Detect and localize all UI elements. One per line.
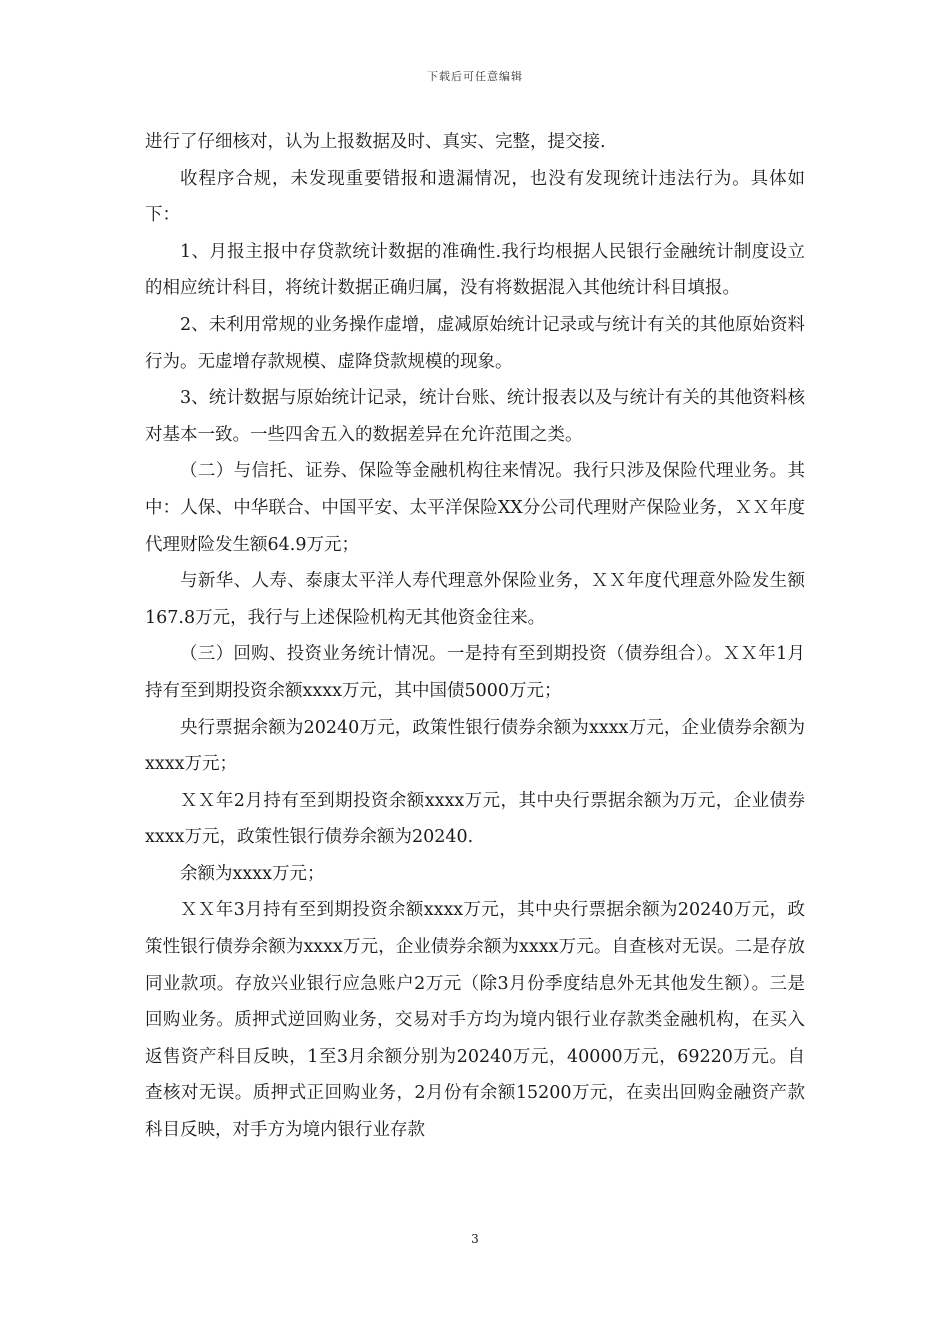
document-body	[145, 124, 805, 1149]
page-header: 下载后可任意编辑	[427, 70, 523, 83]
paragraph: ＸＸ年3月持有至到期投资余额xxxx万元，其中央行票据余额为20240万元，政策性银行债券余额为xxxx万元，企业债券余额为xxxx万元。自查核对无误。二是存放同业款项。存放兴业银行应急账户2万元（除3月份季度结息外无其他发生额）。三是回购业务。质押式逆回购业务，交易对手方均为境内银行业存款类金融机构，在买入返售资产科目反映，1至3月余额分别为20240万元，40000万元，69220万元。自查核对无误。质押式正回购业务，2月份有余额15200万元，在卖出回购金融资产款科目反映，对手方为境内银行业存款	[145, 900, 805, 1141]
page-number: 3	[471, 1232, 479, 1246]
paragraph: 1、月报主报中存贷款统计数据的准确性.我行均根据人民银行金融统计制度设立的相应统计科目，将统计数据正确归属，没有将数据混入其他统计科目填报。	[145, 241, 805, 299]
paragraph: 收程序合规，未发现重要错报和遗漏情况，也没有发现统计违法行为。具体如下：	[145, 168, 805, 226]
paragraph: 2、未利用常规的业务操作虚增，虚减原始统计记录或与统计有关的其他原始资料行为。无虚增存款规模、虚降贷款规模的现象。	[145, 314, 805, 372]
paragraph: （三）回购、投资业务统计情况。一是持有至到期投资（债券组合）。ＸＸ年1月持有至到期投资余额xxxx万元，其中国债5000万元；	[145, 644, 805, 701]
paragraph: 与新华、人寿、泰康太平洋人寿代理意外保险业务，ＸＸ年度代理意外险发生额167.8万元，我行与上述保险机构无其他资金往来。	[145, 571, 805, 628]
paragraph: 央行票据余额为20240万元，政策性银行债券余额为xxxx万元，企业债券余额为xxxx万元；	[145, 717, 805, 775]
paragraph: 余额为xxxx万元；	[180, 863, 325, 884]
paragraph: 3、统计数据与原始统计记录，统计台账、统计报表以及与统计有关的其他资料核对基本一致。一些四舍五入的数据差异在允许范围之类。	[145, 388, 805, 445]
paragraph: ＸＸ年2月持有至到期投资余额xxxx万元，其中央行票据余额为万元，企业债券xxxx万元，政策性银行债券余额为20240.	[145, 790, 805, 848]
paragraph: 进行了仔细核对，认为上报数据及时、真实、完整，提交接.	[145, 132, 606, 152]
paragraph: （二）与信托、证券、保险等金融机构往来情况。我行只涉及保险代理业务。其中：人保、中华联合、中国平安、太平洋保险XX分公司代理财产保险业务，ＸＸ年度代理财险发生额64.9万元；	[145, 461, 805, 555]
